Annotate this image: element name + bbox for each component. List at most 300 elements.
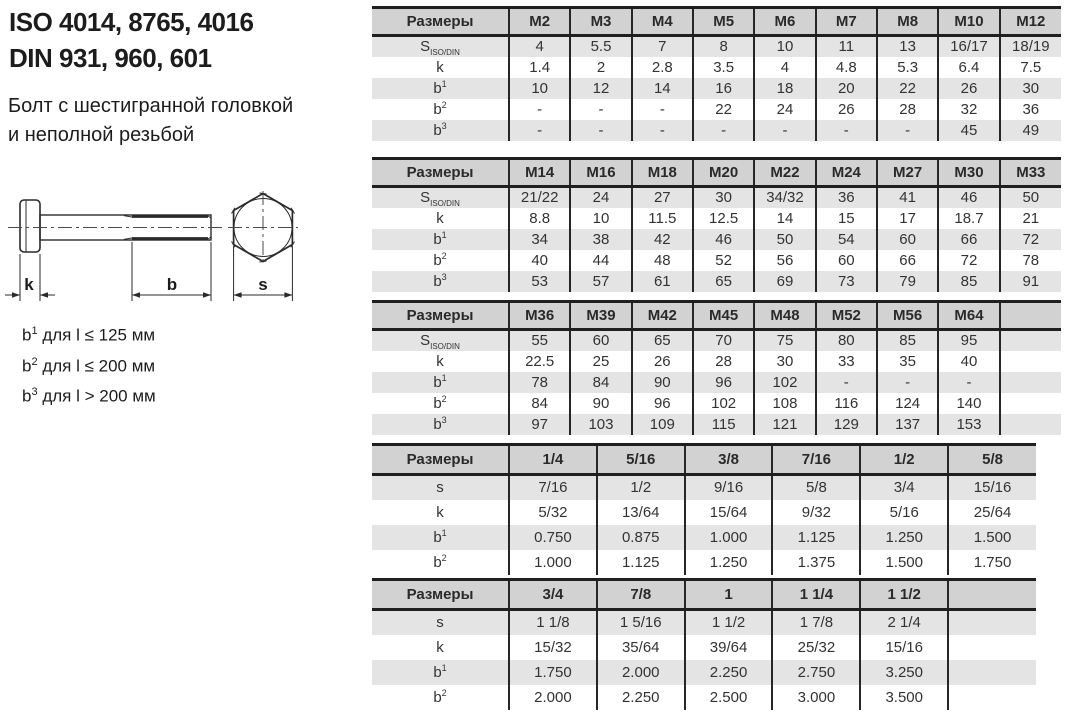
footnote-b2 (22, 349, 156, 380)
footnote-symbol: b (22, 356, 32, 376)
value-cell: 91 (1000, 271, 1061, 292)
value-cell: 1.4 (509, 57, 570, 78)
value-cell: 57 (570, 271, 631, 292)
value-cell: 2.000 (597, 660, 685, 685)
value-cell: 22 (877, 78, 938, 99)
value-cell: 84 (570, 372, 631, 393)
size-column-header: M3 (570, 8, 631, 36)
value-cell: 66 (877, 250, 938, 271)
value-cell: 1 7/8 (772, 610, 860, 635)
row-label: k (436, 352, 444, 370)
s-arrow-left (234, 292, 242, 297)
value-cell: 12 (570, 78, 631, 99)
corner-header-label: Размеры (372, 159, 509, 187)
value-cell: 72 (938, 250, 999, 271)
footnote-text: для l ≤ 200 мм (42, 356, 156, 376)
size-column-header: 3/4 (509, 580, 597, 610)
value-cell: 1 5/16 (597, 610, 685, 635)
value-cell: - (570, 99, 631, 120)
size-column-header: M7 (816, 8, 877, 36)
b-dimension-label: b (166, 275, 178, 294)
value-cell: 18/19 (1000, 36, 1061, 57)
footnote-text: для l ≤ 125 мм (42, 325, 156, 345)
size-column-header: M39 (570, 302, 631, 330)
value-cell: 10 (570, 208, 631, 229)
value-cell: 1.750 (509, 660, 597, 685)
row-label: $b^1$ (433, 527, 447, 546)
value-cell: 55 (509, 330, 570, 351)
page-subtitle (8, 92, 293, 150)
value-cell: 69 (754, 271, 815, 292)
value-cell: 9/16 (685, 475, 773, 500)
table-row (372, 271, 1061, 292)
value-cell: 60 (570, 330, 631, 351)
value-cell: 30 (754, 351, 815, 372)
value-cell: 32 (938, 99, 999, 120)
value-cell: 15/16 (948, 475, 1036, 500)
value-cell: 40 (938, 351, 999, 372)
value-cell: 103 (570, 414, 631, 435)
value-cell: 16/17 (938, 36, 999, 57)
value-cell: 60 (816, 250, 877, 271)
value-cell: - (754, 120, 815, 141)
size-column-header: 1/2 (860, 445, 948, 475)
value-cell: 13/64 (597, 500, 685, 525)
table-row (372, 36, 1061, 57)
value-cell: 1.125 (597, 550, 685, 575)
value-cell: 129 (816, 414, 877, 435)
footnote-text: для l > 200 мм (42, 386, 156, 406)
value-cell: 11 (816, 36, 877, 57)
value-cell: 3.250 (860, 660, 948, 685)
k-dimension-label: k (24, 275, 34, 294)
value-cell: 1.250 (860, 525, 948, 550)
value-cell (1000, 393, 1061, 414)
footnote-sup: 2 (31, 355, 38, 368)
footnote-b1 (22, 318, 156, 349)
value-cell: 49 (1000, 120, 1061, 141)
value-cell (1000, 414, 1061, 435)
row-label: $S_{ISO/DIN}$ (420, 189, 460, 208)
row-label: s (436, 614, 444, 632)
table-row (372, 610, 1036, 635)
value-cell: 22 (693, 99, 754, 120)
value-cell: 36 (1000, 99, 1061, 120)
value-cell: 85 (938, 271, 999, 292)
value-cell: 9/32 (772, 500, 860, 525)
dimension-table-metric-m2-m12 (372, 6, 1061, 141)
value-cell: 36 (816, 187, 877, 208)
value-cell: - (632, 99, 693, 120)
value-cell (948, 660, 1036, 685)
row-label: $b^2$ (433, 393, 447, 412)
value-cell: 1 1/8 (509, 610, 597, 635)
value-cell: 1.000 (685, 525, 773, 550)
bolt-head-side-view (20, 200, 40, 252)
value-cell: 34 (509, 229, 570, 250)
value-cell: 1 1/2 (685, 610, 773, 635)
value-cell: - (570, 120, 631, 141)
row-label: s (436, 479, 444, 497)
table-row (372, 635, 1036, 660)
size-column-header: M64 (938, 302, 999, 330)
value-cell: 17 (877, 208, 938, 229)
value-cell: 121 (754, 414, 815, 435)
value-cell: 0.875 (597, 525, 685, 550)
value-cell: 7.5 (1000, 57, 1061, 78)
table-row (372, 208, 1061, 229)
value-cell (948, 610, 1036, 635)
size-column-header: M30 (938, 159, 999, 187)
k-arrow-right (40, 292, 48, 297)
value-cell: 13 (877, 36, 938, 57)
value-cell: 80 (816, 330, 877, 351)
table-row (372, 351, 1061, 372)
value-cell: 20 (816, 78, 877, 99)
value-cell: 26 (632, 351, 693, 372)
value-cell: 70 (693, 330, 754, 351)
value-cell: 5.3 (877, 57, 938, 78)
size-column-header: M27 (877, 159, 938, 187)
size-column-header: M52 (816, 302, 877, 330)
thread-runout-bottom (124, 238, 133, 240)
size-column-header: M10 (938, 8, 999, 36)
value-cell: 24 (754, 99, 815, 120)
table-row (372, 393, 1061, 414)
value-cell: 46 (938, 187, 999, 208)
value-cell: 90 (632, 372, 693, 393)
size-column-header: M4 (632, 8, 693, 36)
table-imperial-large (372, 578, 1036, 710)
value-cell: 65 (693, 271, 754, 292)
size-column-header: 1 1/2 (860, 580, 948, 610)
table-row (372, 414, 1061, 435)
value-cell: 66 (938, 229, 999, 250)
value-cell: 4.8 (816, 57, 877, 78)
page-title (9, 4, 253, 76)
value-cell: 1/2 (597, 475, 685, 500)
value-cell: 124 (877, 393, 938, 414)
value-cell: - (877, 120, 938, 141)
corner-header-label: Размеры (372, 445, 509, 475)
value-cell: 1.250 (685, 550, 773, 575)
size-column-header: M18 (632, 159, 693, 187)
value-cell: 3.500 (860, 685, 948, 710)
value-cell: 38 (570, 229, 631, 250)
bolt-technical-drawing (2, 185, 324, 325)
b-arrow-right (203, 292, 211, 297)
value-cell: 1.500 (948, 525, 1036, 550)
value-cell: 115 (693, 414, 754, 435)
size-column-header: M12 (1000, 8, 1061, 36)
value-cell: 73 (816, 271, 877, 292)
value-cell: - (938, 372, 999, 393)
value-cell: 5/32 (509, 500, 597, 525)
footnotes-block (22, 318, 156, 410)
value-cell: - (693, 120, 754, 141)
value-cell: 24 (570, 187, 631, 208)
table-metric-m36-m64 (372, 300, 1061, 435)
value-cell: 3.000 (772, 685, 860, 710)
title-iso-line: ISO 4014, 8765, 4016 (9, 7, 254, 37)
value-cell: 0.750 (509, 525, 597, 550)
size-column-header: M6 (754, 8, 815, 36)
value-cell: 1.375 (772, 550, 860, 575)
title-din-line: DIN 931, 960, 601 (9, 43, 212, 73)
value-cell: 42 (632, 229, 693, 250)
dimension-table-metric-m14-m33 (372, 157, 1061, 292)
value-cell: 18 (754, 78, 815, 99)
value-cell: 3.5 (693, 57, 754, 78)
footnote-symbol: b (22, 386, 32, 406)
value-cell: 85 (877, 330, 938, 351)
header-row (372, 159, 1061, 187)
table-row (372, 660, 1036, 685)
table-metric-m14-m33 (372, 157, 1061, 292)
value-cell (1000, 330, 1061, 351)
value-cell: 5.5 (570, 36, 631, 57)
value-cell: 78 (509, 372, 570, 393)
value-cell: 97 (509, 414, 570, 435)
value-cell: 10 (509, 78, 570, 99)
value-cell: 90 (570, 393, 631, 414)
size-column-header: M5 (693, 8, 754, 36)
table-row (372, 550, 1036, 575)
value-cell: 96 (693, 372, 754, 393)
value-cell: 21 (1000, 208, 1061, 229)
row-label: $b^2$ (433, 687, 447, 706)
size-column-header: M56 (877, 302, 938, 330)
size-column-header (1000, 302, 1061, 330)
size-column-header: M22 (754, 159, 815, 187)
row-label: $b^2$ (433, 99, 447, 118)
value-cell: 33 (816, 351, 877, 372)
row-label: $b^3$ (433, 271, 447, 290)
row-label: $b^1$ (433, 372, 447, 391)
value-cell: 2.250 (597, 685, 685, 710)
value-cell: 48 (632, 250, 693, 271)
value-cell: 2 1/4 (860, 610, 948, 635)
size-column-header: M42 (632, 302, 693, 330)
dimension-table-imperial-threequarters-to-oneandhalf (372, 578, 1036, 710)
size-column-header (948, 580, 1036, 610)
size-column-header: M48 (754, 302, 815, 330)
value-cell: 14 (754, 208, 815, 229)
value-cell: 41 (877, 187, 938, 208)
row-label: $b^3$ (433, 414, 447, 433)
value-cell: 4 (754, 57, 815, 78)
value-cell (1000, 351, 1061, 372)
value-cell: 84 (509, 393, 570, 414)
value-cell: 56 (754, 250, 815, 271)
row-label: k (436, 638, 444, 656)
value-cell: 109 (632, 414, 693, 435)
value-cell: 96 (632, 393, 693, 414)
value-cell: 26 (816, 99, 877, 120)
value-cell: 2.000 (509, 685, 597, 710)
value-cell: 2.8 (632, 57, 693, 78)
value-cell: 28 (877, 99, 938, 120)
value-cell: 60 (877, 229, 938, 250)
value-cell: 1.500 (860, 550, 948, 575)
value-cell: 140 (938, 393, 999, 414)
table-row (372, 57, 1061, 78)
value-cell: 15 (816, 208, 877, 229)
value-cell: 45 (938, 120, 999, 141)
value-cell: 2.250 (685, 660, 773, 685)
size-column-header: M16 (570, 159, 631, 187)
value-cell: 72 (1000, 229, 1061, 250)
value-cell: 153 (938, 414, 999, 435)
value-cell: 18.7 (938, 208, 999, 229)
value-cell: 35/64 (597, 635, 685, 660)
table-row (372, 330, 1061, 351)
value-cell: 95 (938, 330, 999, 351)
value-cell: 15/16 (860, 635, 948, 660)
value-cell: 53 (509, 271, 570, 292)
value-cell: 11.5 (632, 208, 693, 229)
s-arrow-right (284, 292, 292, 297)
size-column-header: M45 (693, 302, 754, 330)
header-row (372, 302, 1061, 330)
table-metric-m2-m12 (372, 6, 1061, 141)
table-row (372, 187, 1061, 208)
table-row (372, 120, 1061, 141)
row-label: $b^2$ (433, 552, 447, 571)
value-cell: 15/32 (509, 635, 597, 660)
value-cell: 16 (693, 78, 754, 99)
left-info-panel (0, 0, 368, 720)
value-cell: - (816, 120, 877, 141)
header-row (372, 445, 1036, 475)
row-label: $b^2$ (433, 250, 447, 269)
value-cell: 25/32 (772, 635, 860, 660)
value-cell: 2.500 (685, 685, 773, 710)
value-cell: 12.5 (693, 208, 754, 229)
table-row (372, 99, 1061, 120)
value-cell: 7/16 (509, 475, 597, 500)
table-row (372, 475, 1036, 500)
value-cell: 39/64 (685, 635, 773, 660)
footnote-sup: 3 (31, 386, 38, 399)
row-label: $b^3$ (433, 120, 447, 139)
size-column-header: 5/16 (597, 445, 685, 475)
value-cell: 116 (816, 393, 877, 414)
value-cell: 78 (1000, 250, 1061, 271)
footnote-b3 (22, 379, 156, 410)
value-cell: 1.750 (948, 550, 1036, 575)
row-label: $b^1$ (433, 662, 447, 681)
value-cell: 5/16 (860, 500, 948, 525)
row-label: $b^1$ (433, 229, 447, 248)
value-cell: 75 (754, 330, 815, 351)
footnote-sup: 1 (31, 325, 38, 337)
thread-runout-top (124, 216, 133, 218)
size-column-header: 5/8 (948, 445, 1036, 475)
footnote-symbol: b (22, 325, 32, 345)
value-cell: 7 (632, 36, 693, 57)
value-cell: 6.4 (938, 57, 999, 78)
size-column-header: M14 (509, 159, 570, 187)
size-column-header: 1 (685, 580, 773, 610)
value-cell: 61 (632, 271, 693, 292)
value-cell: - (877, 372, 938, 393)
corner-header-label: Размеры (372, 8, 509, 36)
corner-header-label: Размеры (372, 580, 509, 610)
subtitle-line-2: и неполной резьбой (8, 124, 195, 146)
value-cell (948, 685, 1036, 710)
value-cell: 28 (693, 351, 754, 372)
value-cell: - (509, 120, 570, 141)
s-dimension-label: s (258, 275, 268, 294)
size-column-header: M24 (816, 159, 877, 187)
b-arrow-left (132, 292, 140, 297)
size-column-header: 3/8 (685, 445, 773, 475)
row-label: $S_{ISO/DIN}$ (420, 38, 460, 57)
value-cell: 50 (754, 229, 815, 250)
row-label: $b^1$ (433, 78, 447, 97)
value-cell: 22.5 (509, 351, 570, 372)
size-column-header: M8 (877, 8, 938, 36)
table-row (372, 372, 1061, 393)
value-cell: 25 (570, 351, 631, 372)
value-cell: 35 (877, 351, 938, 372)
row-label: k (436, 58, 444, 76)
k-arrow-left (12, 292, 20, 297)
value-cell: 108 (754, 393, 815, 414)
value-cell: 3/4 (860, 475, 948, 500)
value-cell: 5/8 (772, 475, 860, 500)
value-cell: - (632, 120, 693, 141)
value-cell: 30 (1000, 78, 1061, 99)
value-cell: 10 (754, 36, 815, 57)
value-cell: 54 (816, 229, 877, 250)
size-column-header: 7/16 (772, 445, 860, 475)
value-cell (1000, 372, 1061, 393)
table-imperial-small (372, 443, 1036, 575)
value-cell: 30 (693, 187, 754, 208)
value-cell: 2 (570, 57, 631, 78)
value-cell: 2.750 (772, 660, 860, 685)
value-cell (948, 635, 1036, 660)
value-cell: - (816, 372, 877, 393)
bolt-drawing-svg (2, 185, 324, 320)
corner-header-label: Размеры (372, 302, 509, 330)
table-row (372, 500, 1036, 525)
size-column-header: M33 (1000, 159, 1061, 187)
value-cell: 27 (632, 187, 693, 208)
value-cell: 44 (570, 250, 631, 271)
size-column-header: 1/4 (509, 445, 597, 475)
value-cell: 14 (632, 78, 693, 99)
size-column-header: M36 (509, 302, 570, 330)
value-cell: 1.125 (772, 525, 860, 550)
header-row (372, 580, 1036, 610)
value-cell: 1.000 (509, 550, 597, 575)
row-label: $S_{ISO/DIN}$ (420, 332, 460, 351)
size-column-header: 1 1/4 (772, 580, 860, 610)
size-column-header: 7/8 (597, 580, 685, 610)
value-cell: 40 (509, 250, 570, 271)
value-cell: 25/64 (948, 500, 1036, 525)
value-cell: 65 (632, 330, 693, 351)
table-row (372, 685, 1036, 710)
value-cell: 102 (693, 393, 754, 414)
size-column-header: M20 (693, 159, 754, 187)
table-row (372, 229, 1061, 250)
dimension-table-imperial-quarter-to-fiveeighths (372, 443, 1036, 575)
value-cell: 50 (1000, 187, 1061, 208)
